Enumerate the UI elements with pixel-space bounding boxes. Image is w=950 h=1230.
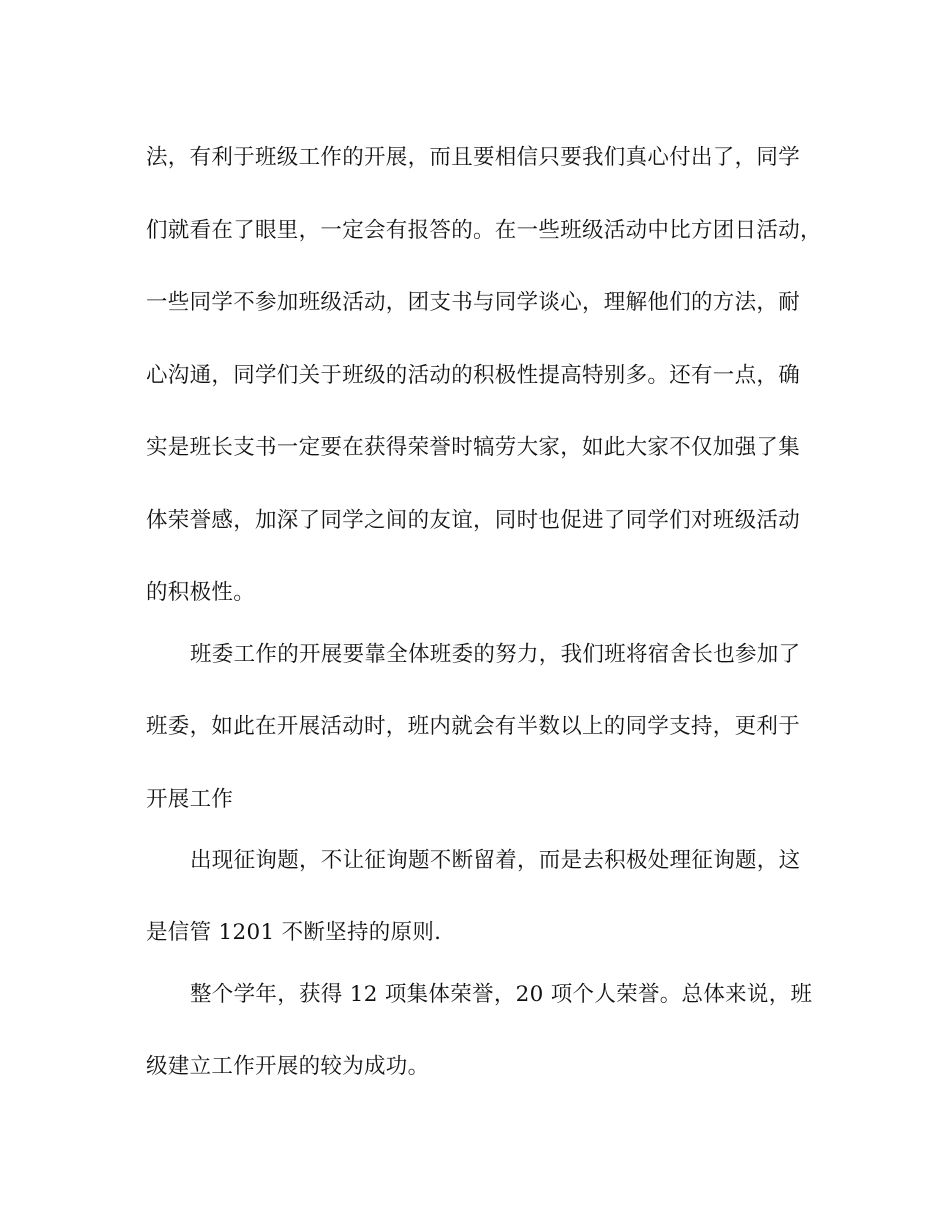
paragraph-line: 班委，如此在开展活动时，班内就会有半数以上的同学支持，更利于 bbox=[146, 714, 801, 739]
paragraph-line: 班委工作的开展要靠全体班委的努力，我们班将宿舍长也参加了 bbox=[190, 642, 801, 667]
paragraph-line: 出现征询题，不让征询题不断留着，而是去积极处理征询题，这 bbox=[190, 848, 801, 873]
paragraph-line: 们就看在了眼里，一定会有报答的。在一些班级活动中比方团日活动， bbox=[146, 218, 822, 243]
paragraph-line: 心沟通，同学们关于班级的活动的积极性提高特别多。还有一点，确 bbox=[146, 363, 801, 388]
paragraph-line: 整个学年，获得 12 项集体荣誉，20 项个人荣誉。总体来说，班 bbox=[190, 982, 813, 1007]
paragraph-line: 的积极性。 bbox=[146, 580, 256, 605]
paragraph-line: 体荣誉感，加深了同学之间的友谊，同时也促进了同学们对班级活动 bbox=[146, 508, 801, 533]
paragraph-line: 开展工作 bbox=[146, 787, 234, 812]
paragraph-line: 级建立工作开展的较为成功。 bbox=[146, 1054, 430, 1079]
paragraph-line: 法，有利于班级工作的开展，而且要相信只要我们真心付出了，同学 bbox=[146, 145, 801, 170]
paragraph-line: 实是班长支书一定要在获得荣誉时犒劳大家，如此大家不仅加强了集 bbox=[146, 435, 801, 460]
paragraph-line: 一些同学不参加班级活动，团支书与同学谈心，理解他们的方法，耐 bbox=[146, 290, 801, 315]
paragraph-line: 是信管 1201 不断坚持的原则. bbox=[146, 920, 442, 945]
